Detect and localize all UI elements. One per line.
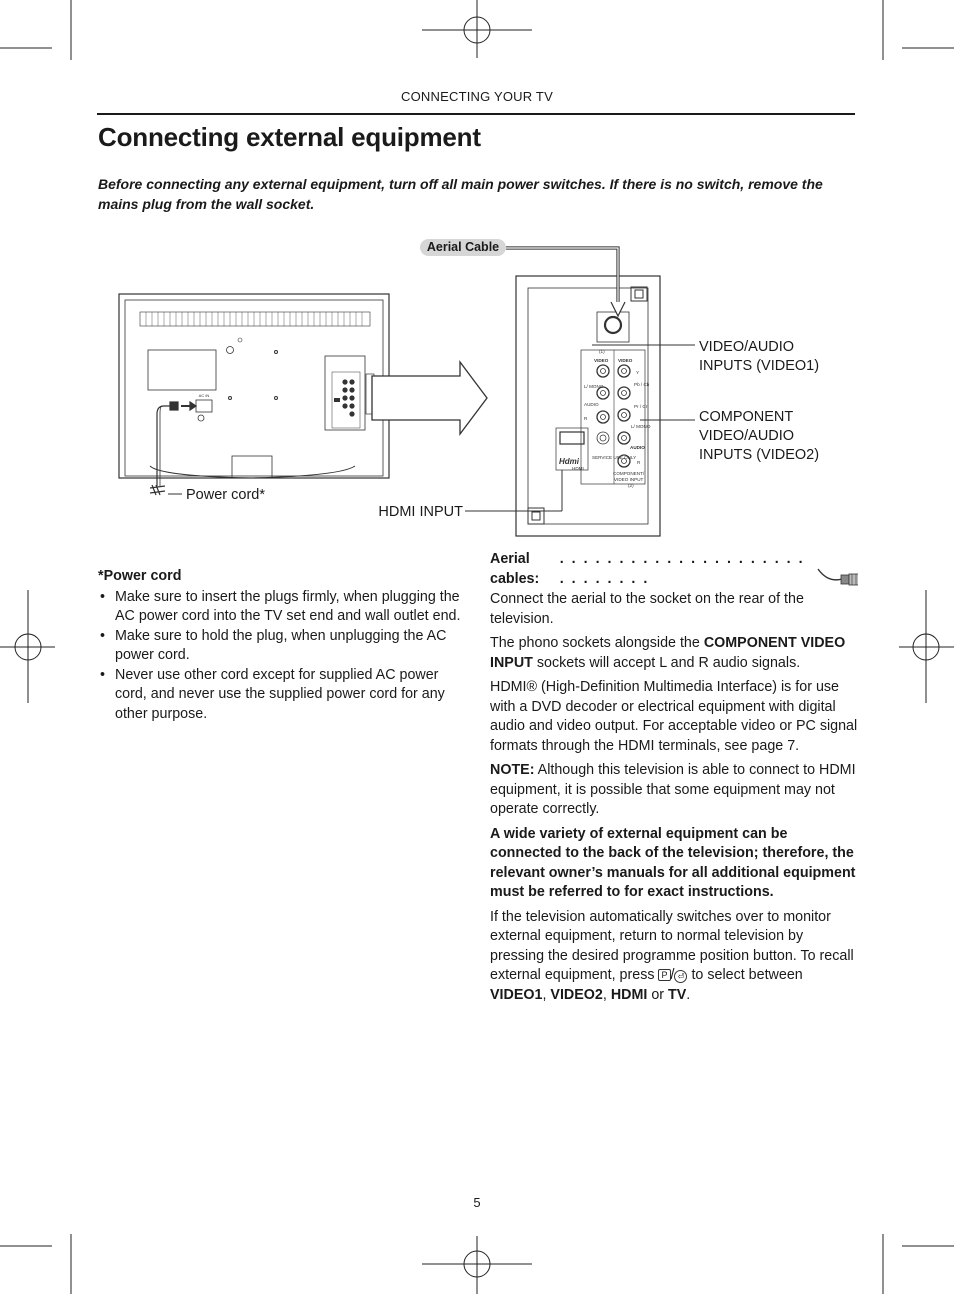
leader-dots: . . . . . . . . . . . . . . . . . . . . . . . . . . . . . [559, 551, 805, 587]
aerial-section [490, 551, 858, 1010]
warning-paragraph: A wide variety of external equipment can be connected to the back of the television; therefore, the relevant owner’s manuals for all additional equipment must be referred to for exact instructions. [490, 825, 856, 900]
panel-video-1: VIDEO [594, 358, 609, 363]
section-header: CONNECTING YOUR TV [401, 89, 553, 104]
power-cord-notes [98, 567, 463, 724]
hdmi-logo: Hdmi [559, 457, 579, 466]
video1-label-line2: INPUTS (VIDEO1) [699, 358, 820, 374]
panel-component-3: (2) [628, 483, 634, 488]
power-cord-heading: *Power cord [98, 568, 182, 584]
panel-audio-1: AUDIO [584, 402, 599, 407]
aerial-cable-label: Aerial Cable [420, 239, 506, 256]
panel-service: SERVICE USE ONLY [592, 455, 637, 460]
panel-hdmi-small: HDMI [572, 466, 584, 471]
intro-warning: Before connecting any external equipment, turn off all main power switches. If there is no switch, remove the mains plug from the wall socket. [98, 176, 823, 212]
panel-pr: Pr / Cr [634, 404, 648, 409]
hdmi-input-label: HDMI INPUT [378, 504, 463, 520]
aerial-heading-row [490, 551, 858, 589]
page-number: 5 [473, 1195, 481, 1210]
panel-component-2: VIDEO INPUT [614, 477, 644, 482]
power-cord-list [98, 588, 463, 725]
list-item: • Make sure to hold the plug, when unplugging the AC power cord. [98, 627, 463, 666]
input-key-icon: ⏎ [674, 970, 687, 983]
connection-diagram [0, 0, 954, 560]
panel-r-1: R [584, 416, 588, 421]
video2-label-line1: COMPONENT [699, 409, 794, 425]
aerial-plug-icon [816, 565, 858, 589]
aerial-heading: Aerial cables: [490, 551, 540, 587]
panel-r-2: R [637, 460, 641, 465]
list-item: • Never use other cord except for supplied AC power cord, and never use the supplied power cord for any other purpose. [98, 666, 463, 725]
panel-video-2: VIDEO [618, 358, 633, 363]
panel-in1-badge: (1) [599, 349, 605, 354]
recall-paragraph: If the television automatically switches over to monitor external equipment, return to normal television by pressing the desired programme position button. To recall external equipment, press P / ⏎ to select between VIDEO1, VIDEO2, HDMI or TV. [490, 908, 854, 1003]
panel-y: Y [636, 370, 640, 375]
p-key-icon: P [658, 969, 670, 981]
panel-l-mono-1: L/ MONO [584, 384, 604, 389]
page-title: Connecting external equipment [98, 122, 481, 152]
hdmi-paragraph: HDMI® (High-Definition Multimedia Interface) is for use with a DVD decoder or electrical equipment with digital audio and video output. For acceptable video or PC signal formats through the HDMI terminals, see page 7. [490, 679, 858, 754]
note-paragraph: NOTE: Although this television is able to connect to HDMI equipment, it is possible that some equipment may not operate correctly. [490, 762, 856, 817]
aerial-paragraph: Connect the aerial to the socket on the rear of the television. [490, 591, 804, 627]
phono-paragraph: The phono sockets alongside the COMPONENT VIDEO INPUT sockets will accept L and R audio signals. [490, 635, 846, 671]
tv-rear-illustration [119, 294, 389, 478]
panel-component-1: COMPONENT/ [613, 471, 645, 476]
ac-in-label: AC IN [198, 393, 210, 398]
panel-audio-2: AUDIO [630, 445, 645, 450]
video2-label-line3: INPUTS (VIDEO2) [699, 447, 820, 463]
panel-l-mono-2: L/ MONO [631, 424, 651, 429]
video2-label-line2: VIDEO/AUDIO [699, 428, 795, 444]
panel-pb: Pb / Cb [634, 382, 650, 387]
power-cord-label: Power cord* [186, 487, 265, 503]
list-item: • Make sure to insert the plugs firmly, when plugging the AC power cord into the TV set end and wall outlet end. [98, 588, 463, 627]
video1-label-line1: VIDEO/AUDIO [699, 339, 795, 355]
